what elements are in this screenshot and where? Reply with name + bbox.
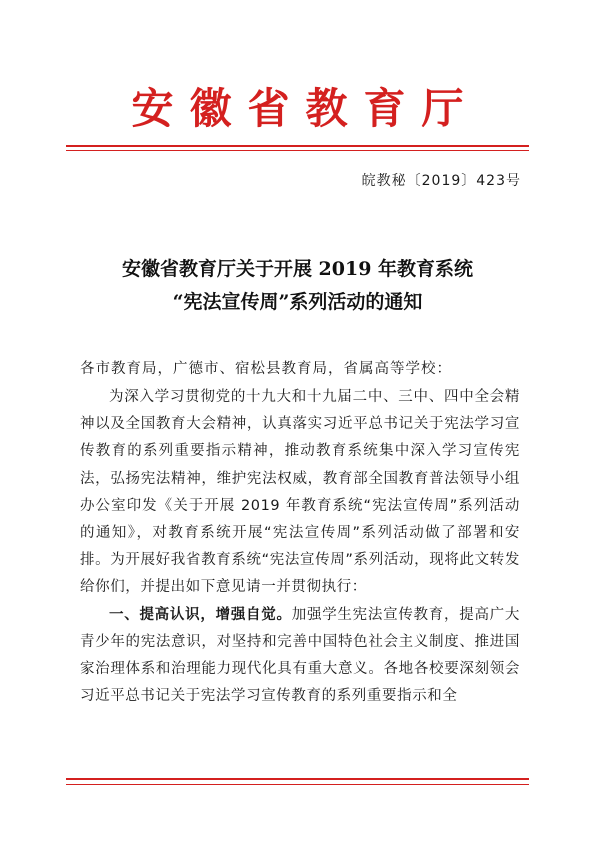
footer-red-rule [66, 778, 529, 780]
document-body [80, 384, 520, 710]
header-red-rule [66, 145, 529, 147]
issuer-masthead: 安徽省教育厅 [131, 84, 480, 133]
header-red-rule-thin [66, 150, 529, 151]
document-title-line-1: 安徽省教育厅关于开展 2019 年教育系统 [121, 258, 474, 280]
footer-red-rule-thin [66, 784, 529, 785]
section-body-1: 加强学生宪法宣传教育，提高广大青少年的宪法意识，对坚持和完善中国特色社会主义制度、推进国家治理体系和治理能力现代化具有重大意义。各地各校要深刻领会习近平总书记关于宪法学习宣传教育的系列重要指示和全 [80, 606, 521, 705]
document-number: 皖教秘〔2019〕423号 [361, 173, 521, 189]
salutation: 各市教育局，广德市、宿松县教育局，省属高等学校： [80, 361, 452, 377]
body-paragraph-2 [80, 602, 520, 711]
document-title-line-2: “宪法宣传周”系列活动的通知 [172, 291, 423, 313]
body-paragraph-1: 为深入学习贯彻党的十九大和十九届二中、三中、四中全会精神以及全国教育大会精神，认真落实习近平总书记关于宪法学习宣传教育的系列重要指示精神，推动教育系统集中深入学习宣传宪法，弘扬宪法精神，维护宪法权威，教育部全国教育普法领导小组办公室印发《关于开展 2019 年教育系统“宪法宣传周”系列活动的通知》，对教育系统开展“宪法宣传周”系列活动做了部署和安排。为开展好我省教育系统“宪法宣传周”系列活动，现将此文转发给你们，并提出如下意见请一并贯彻执行： [80, 389, 520, 596]
section-heading-1: 一、提高认识，增强自觉。 [109, 606, 292, 623]
